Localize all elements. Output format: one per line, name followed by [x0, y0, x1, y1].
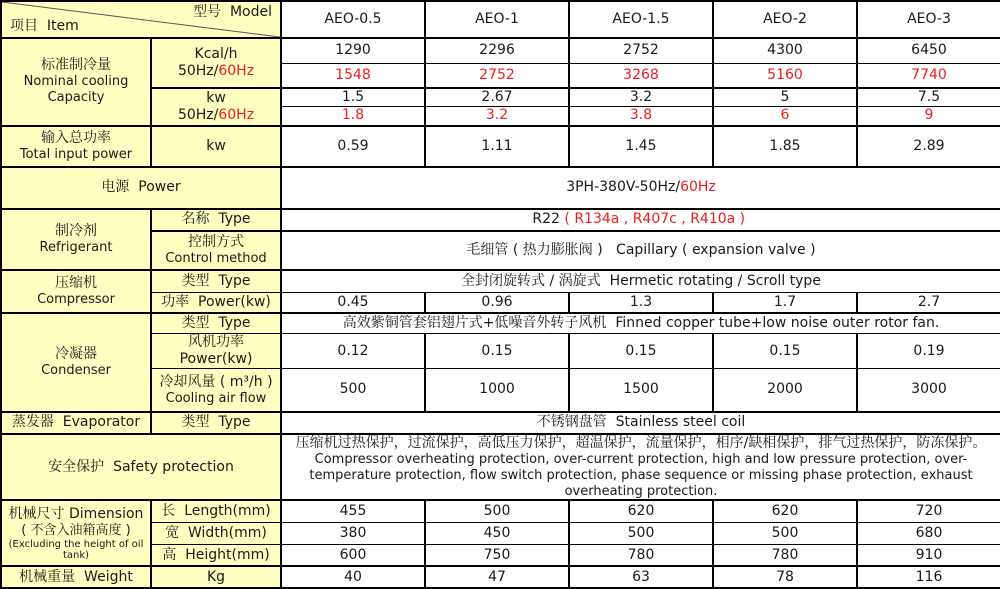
power-supply-value-cell: [281, 167, 1000, 209]
capacity-kw-50-value: 5: [713, 88, 857, 107]
capacity-kcal-60-value: 2752: [425, 63, 569, 88]
refrigerant-name: R22: [532, 211, 560, 228]
input-power-value: 2.89: [857, 126, 1000, 167]
compressor-power-value: 0.96: [425, 293, 569, 313]
power-supply-value: 3PH-380V-50Hz/: [566, 179, 681, 196]
dimension-length-row: [1, 500, 1000, 522]
input-power-value: 1.85: [713, 126, 857, 167]
width-value: 500: [569, 522, 713, 544]
capacity-kw-50-value: 2.67: [425, 88, 569, 107]
width-value: 500: [713, 522, 857, 544]
input-power-value: 1.45: [569, 126, 713, 167]
refrigerant-group-label-cell: [1, 209, 151, 270]
power-supply-label-cell: 电源 Power: [1, 167, 281, 209]
power-supply-row: [1, 167, 1000, 209]
condenser-fan-power-row: [1, 334, 1000, 369]
column-header-model: AEO-1.5: [569, 1, 713, 38]
capacity-kw-60-value: 6: [713, 107, 857, 126]
safety-value-cn: 压缩机过热保护，过流保护，高低压力保护，超温保护，流量保护，相序/缺相保护，排气过热保护，防冻保护。: [295, 434, 987, 451]
capacity-kcal-50-value: 4300: [713, 38, 857, 63]
header-corner-cell: [1, 1, 281, 38]
dimension-group-label-cell: [1, 500, 151, 566]
freq-60hz: 60Hz: [218, 106, 255, 123]
refrigerant-name-value-cell: [281, 209, 1000, 231]
fan-power-value: 0.19: [857, 334, 1000, 369]
input-power-en: Total input power: [19, 146, 133, 162]
weight-value: 40: [281, 566, 425, 588]
compressor-group-cn: 压缩机: [55, 274, 97, 291]
refrigerant-control-row: [1, 231, 1000, 270]
evaporator-row: [1, 412, 1000, 434]
height-value: 750: [425, 544, 569, 566]
capacity-kcal-60-value: 3268: [569, 63, 713, 88]
capacity-group-en: Nominal cooling Capacity: [23, 74, 133, 106]
input-power-label-cell: [1, 126, 151, 167]
freq-50hz: 50Hz/: [177, 106, 219, 123]
capacity-kcal-60-value: 7740: [857, 63, 1000, 88]
column-header-model: AEO-1: [425, 1, 569, 38]
compressor-group-label-cell: [1, 270, 151, 313]
capacity-kcal-50-value: 6450: [857, 38, 1000, 63]
control-method-en: Control method: [165, 250, 267, 266]
fan-power-value: 0.15: [713, 334, 857, 369]
width-value: 380: [281, 522, 425, 544]
condenser-airflow-row: [1, 369, 1000, 412]
dimension-group-line2: ( 不含入油箱高度 ): [21, 523, 131, 538]
airflow-value: 1000: [425, 369, 569, 412]
length-value: 620: [713, 500, 857, 522]
height-label-cell: 高 Height(mm): [151, 544, 281, 566]
width-value: 680: [857, 522, 1000, 544]
control-method-cn: 控制方式: [188, 233, 244, 250]
safety-value-cell: [281, 434, 1000, 501]
fan-power-value: 0.12: [281, 334, 425, 369]
capacity-kcal-50-value: 2296: [425, 38, 569, 63]
capacity-kw-50-value: 3.2: [569, 88, 713, 107]
capacity-kw-50-value: 1.5: [281, 88, 425, 107]
compressor-power-label-cell: 功率 Power(kw): [151, 293, 281, 313]
capacity-kw-60-value: 3.8: [569, 107, 713, 126]
compressor-power-value: 2.7: [857, 293, 1000, 313]
fan-power-value: 0.15: [425, 334, 569, 369]
input-power-cn: 输入总功率: [41, 129, 111, 146]
compressor-type-label-cell: 类型 Type: [151, 270, 281, 293]
airflow-label-en: Cooling air flow: [165, 390, 267, 406]
fan-power-label-cell: 风机功率 Power(kw): [151, 334, 281, 369]
capacity-kcal-60-value: 1548: [281, 63, 425, 88]
weight-unit-cell: Kg: [151, 566, 281, 588]
evaporator-type-value-cell: 不锈钢盘管 Stainless steel coil: [281, 412, 1000, 434]
dimension-width-row: [1, 522, 1000, 544]
safety-value-en: Compressor overheating protection, over-current protection, high and low pressure protection, over-temperature protection, flow switch protection, phase sequence or missing phase protection, exhaust overheating protection.: [309, 451, 977, 499]
capacity-group-label-cell: [1, 38, 151, 126]
length-label-cell: 长 Length(mm): [151, 500, 281, 522]
power-supply-60hz: 60Hz: [680, 179, 716, 196]
input-power-row: [1, 126, 1000, 167]
weight-value: 78: [713, 566, 857, 588]
item-header-label: 项目 Item: [10, 17, 79, 34]
input-power-value: 0.59: [281, 126, 425, 167]
airflow-value: 3000: [857, 369, 1000, 412]
refrigerant-group-en: Refrigerant: [39, 239, 113, 255]
condenser-group-label-cell: [1, 313, 151, 412]
refrigerant-alternatives: ( R134a , R407c , R410a ): [559, 211, 750, 228]
condenser-type-value-cell: 高效紫铜管套铝翅片式+低噪音外转子风机 Finned copper tube+low noise outer rotor fan.: [281, 313, 1000, 334]
airflow-value: 500: [281, 369, 425, 412]
weight-row: [1, 566, 1000, 588]
dimension-height-row: [1, 544, 1000, 566]
capacity-kw-50-value: 7.5: [857, 88, 1000, 107]
condenser-group-en: Condenser: [41, 362, 111, 378]
kw-freq-label: [154, 107, 278, 124]
evaporator-type-label-cell: 类型 Type: [151, 412, 281, 434]
freq-50hz: 50Hz/: [177, 63, 219, 79]
length-value: 720: [857, 500, 1000, 522]
kcal-freq-label: [154, 63, 278, 80]
width-value: 450: [425, 522, 569, 544]
condenser-type-row: [1, 313, 1000, 334]
kcal-unit-label: Kcal/h: [194, 45, 238, 62]
input-power-value: 1.11: [425, 126, 569, 167]
compressor-type-value-cell: 全封闭旋转式 / 涡旋式 Hermetic rotating / Scroll type: [281, 270, 1000, 293]
weight-value: 63: [569, 566, 713, 588]
dimension-group-line3: (Excluding the height of oil tank): [8, 538, 147, 561]
capacity-group-cn: 标准制冷量: [41, 57, 111, 74]
height-value: 600: [281, 544, 425, 566]
width-label-cell: 宽 Width(mm): [151, 522, 281, 544]
capacity-kcal-60-value: 5160: [713, 63, 857, 88]
length-value: 500: [425, 500, 569, 522]
compressor-group-en: Compressor: [37, 291, 115, 307]
capacity-kcal-50-value: 1290: [281, 38, 425, 63]
header-row: [1, 1, 1000, 38]
column-header-model: AEO-3: [857, 1, 1000, 38]
kw-unit-label: kw: [206, 89, 226, 106]
evaporator-group-label-cell: 蒸发器 Evaporator: [1, 412, 151, 434]
fan-power-value: 0.15: [569, 334, 713, 369]
refrigerant-group-cn: 制冷剂: [55, 222, 97, 239]
capacity-kw-60-value: 3.2: [425, 107, 569, 126]
capacity-kw-50hz-row: [1, 88, 1000, 107]
refrigerant-name-label-cell: 名称 Type: [151, 209, 281, 231]
airflow-label-cell: [151, 369, 281, 412]
weight-value: 116: [857, 566, 1000, 588]
capacity-kcal-unit-cell: [151, 38, 281, 88]
compressor-power-value: 1.7: [713, 293, 857, 313]
compressor-type-row: [1, 270, 1000, 293]
airflow-label-cn: 冷却风量 ( m³/h ): [159, 373, 273, 390]
length-value: 620: [569, 500, 713, 522]
freq-60hz: 60Hz: [218, 63, 255, 79]
dimension-group-line1: 机械尺寸 Dimension: [8, 505, 144, 522]
compressor-power-value: 0.45: [281, 293, 425, 313]
capacity-kw-unit-cell: [151, 88, 281, 126]
weight-label-cell: 机械重量 Weight: [1, 566, 151, 588]
control-method-label-cell: [151, 231, 281, 270]
capacity-kcal-50hz-row: [1, 38, 1000, 63]
airflow-value: 1500: [569, 369, 713, 412]
compressor-power-row: [1, 293, 1000, 313]
condenser-type-label-cell: 类型 Type: [151, 313, 281, 334]
capacity-kw-60-value: 1.8: [281, 107, 425, 126]
airflow-value: 2000: [713, 369, 857, 412]
capacity-kw-60-value: 9: [857, 107, 1000, 126]
refrigerant-name-row: [1, 209, 1000, 231]
capacity-kcal-50-value: 2752: [569, 38, 713, 63]
column-header-model: AEO-2: [713, 1, 857, 38]
safety-protection-row: [1, 434, 1000, 501]
condenser-group-cn: 冷凝器: [55, 345, 97, 362]
height-value: 910: [857, 544, 1000, 566]
control-method-value-cell: 毛细管 ( 热力膨胀阀 ) Capillary ( expansion valve ): [281, 231, 1000, 270]
column-header-model: AEO-0.5: [281, 1, 425, 38]
height-value: 780: [569, 544, 713, 566]
height-value: 780: [713, 544, 857, 566]
length-value: 455: [281, 500, 425, 522]
weight-value: 47: [425, 566, 569, 588]
input-power-unit-cell: kw: [151, 126, 281, 167]
compressor-power-value: 1.3: [569, 293, 713, 313]
safety-label-cell: 安全保护 Safety protection: [1, 434, 281, 501]
model-header-label: 型号 Model: [193, 4, 272, 20]
